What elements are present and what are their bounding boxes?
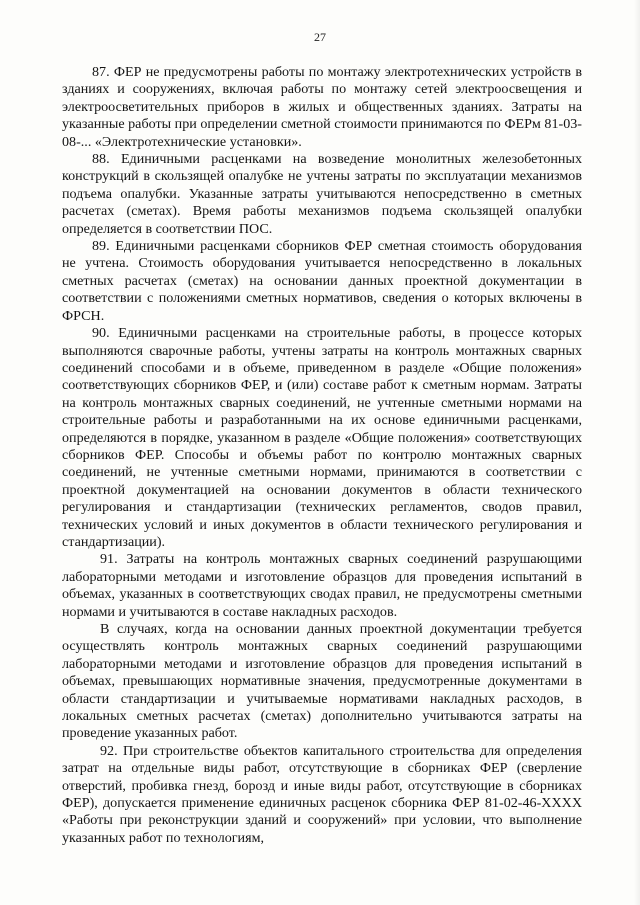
paragraph-91-continuation: В случаях, когда на основании данных проектной документации требуется осуществлять контроль монтажных сварных соединений разрушающими лабораторными методами и изготовление образцов для проведения испытаний в объемах, превышающих нормативные значения, предусмотренные документами в области стандартизации и учитываемые нормативами накладных расходов, в локальных сметных расчетах (сметах) дополнительно учитываются затраты на проведение указанных работ. — [62, 621, 582, 742]
paragraph-90: 90. Единичными расценками на строительные работы, в процессе которых выполняются сварочные работы, учтены затраты на контроль монтажных сварных соединений способами и в объеме, приведенном в разделе «Общие положения» соответствующих сборников ФЕР, и (или) составе работ к сметным нормам. Затраты на контроль монтажных сварных соединений, не учтенные сметными нормами на строительные работы и разработанными на их основе единичными расценками, определяются в порядке, указанном в разделе «Общие положения» соответствующих сборников ФЕР. Способы и объемы работ по контролю монтажных сварных соединений, не учтенные сметными нормами, принимаются в соответствии с проектной документацией на основании документов в области технического регулирования и стандартизации (технических регламентов, сводов правил, технических условий и иных документов в области технического регулирования и стандартизации). — [62, 325, 582, 550]
page-number: 27 — [314, 30, 326, 44]
paragraph-87: 87. ФЕР не предусмотрены работы по монтажу электротехнических устройств в зданиях и сооружениях, включая работы по монтажу сетей электроосвещения и электроосветительных приборов в жилых и общественных зданиях. Затраты на указанные работы при определении сметной стоимости принимаются по ФЕРм 81-03-08-... «Электротехнические установки». — [62, 64, 582, 150]
paragraph-92: 92. При строительстве объектов капитального строительства для определения затрат на отдельные виды работ, отсутствующие в сборниках ФЕР (сверление отверстий, пробивка гнезд, борозд и иные виды работ, отсутствующие в сборниках ФЕР), допускается применение единичных расценок сборника ФЕР 81-02-46-XXXX «Работы при реконструкции зданий и сооружений» при условии, что выполнение указанных работ по технологиям, — [62, 742, 582, 846]
document-body — [62, 64, 582, 847]
paragraph-89: 89. Единичными расценками сборников ФЕР сметная стоимость оборудования не учтена. Стоимость оборудования учитывается непосредственно в локальных сметных расчетах (сметах) на основании данных проектной документации в соответствии с положениями сметных нормативов, сведения о которых включены в ФРСН. — [62, 238, 582, 324]
scan-edge-shadow — [634, 0, 640, 905]
paragraph-88: 88. Единичными расценками на возведение монолитных железобетонных конструкций в скользящей опалубке не учтены затраты по эксплуатации механизмов подъема опалубки. Указанные затраты учитываются непосредственно в сметных расчетах (сметах). Время работы механизмов подъема скользящей опалубки определяется в соответствии ПОС. — [62, 151, 582, 237]
paragraph-91: 91. Затраты на контроль монтажных сварных соединений разрушающими лабораторными методами и изготовление образцов для проведения испытаний в объемах, указанных в соответствующих сводах правил, не предусмотрены сметными нормами и учитываются в составе накладных расходов. — [62, 551, 582, 620]
